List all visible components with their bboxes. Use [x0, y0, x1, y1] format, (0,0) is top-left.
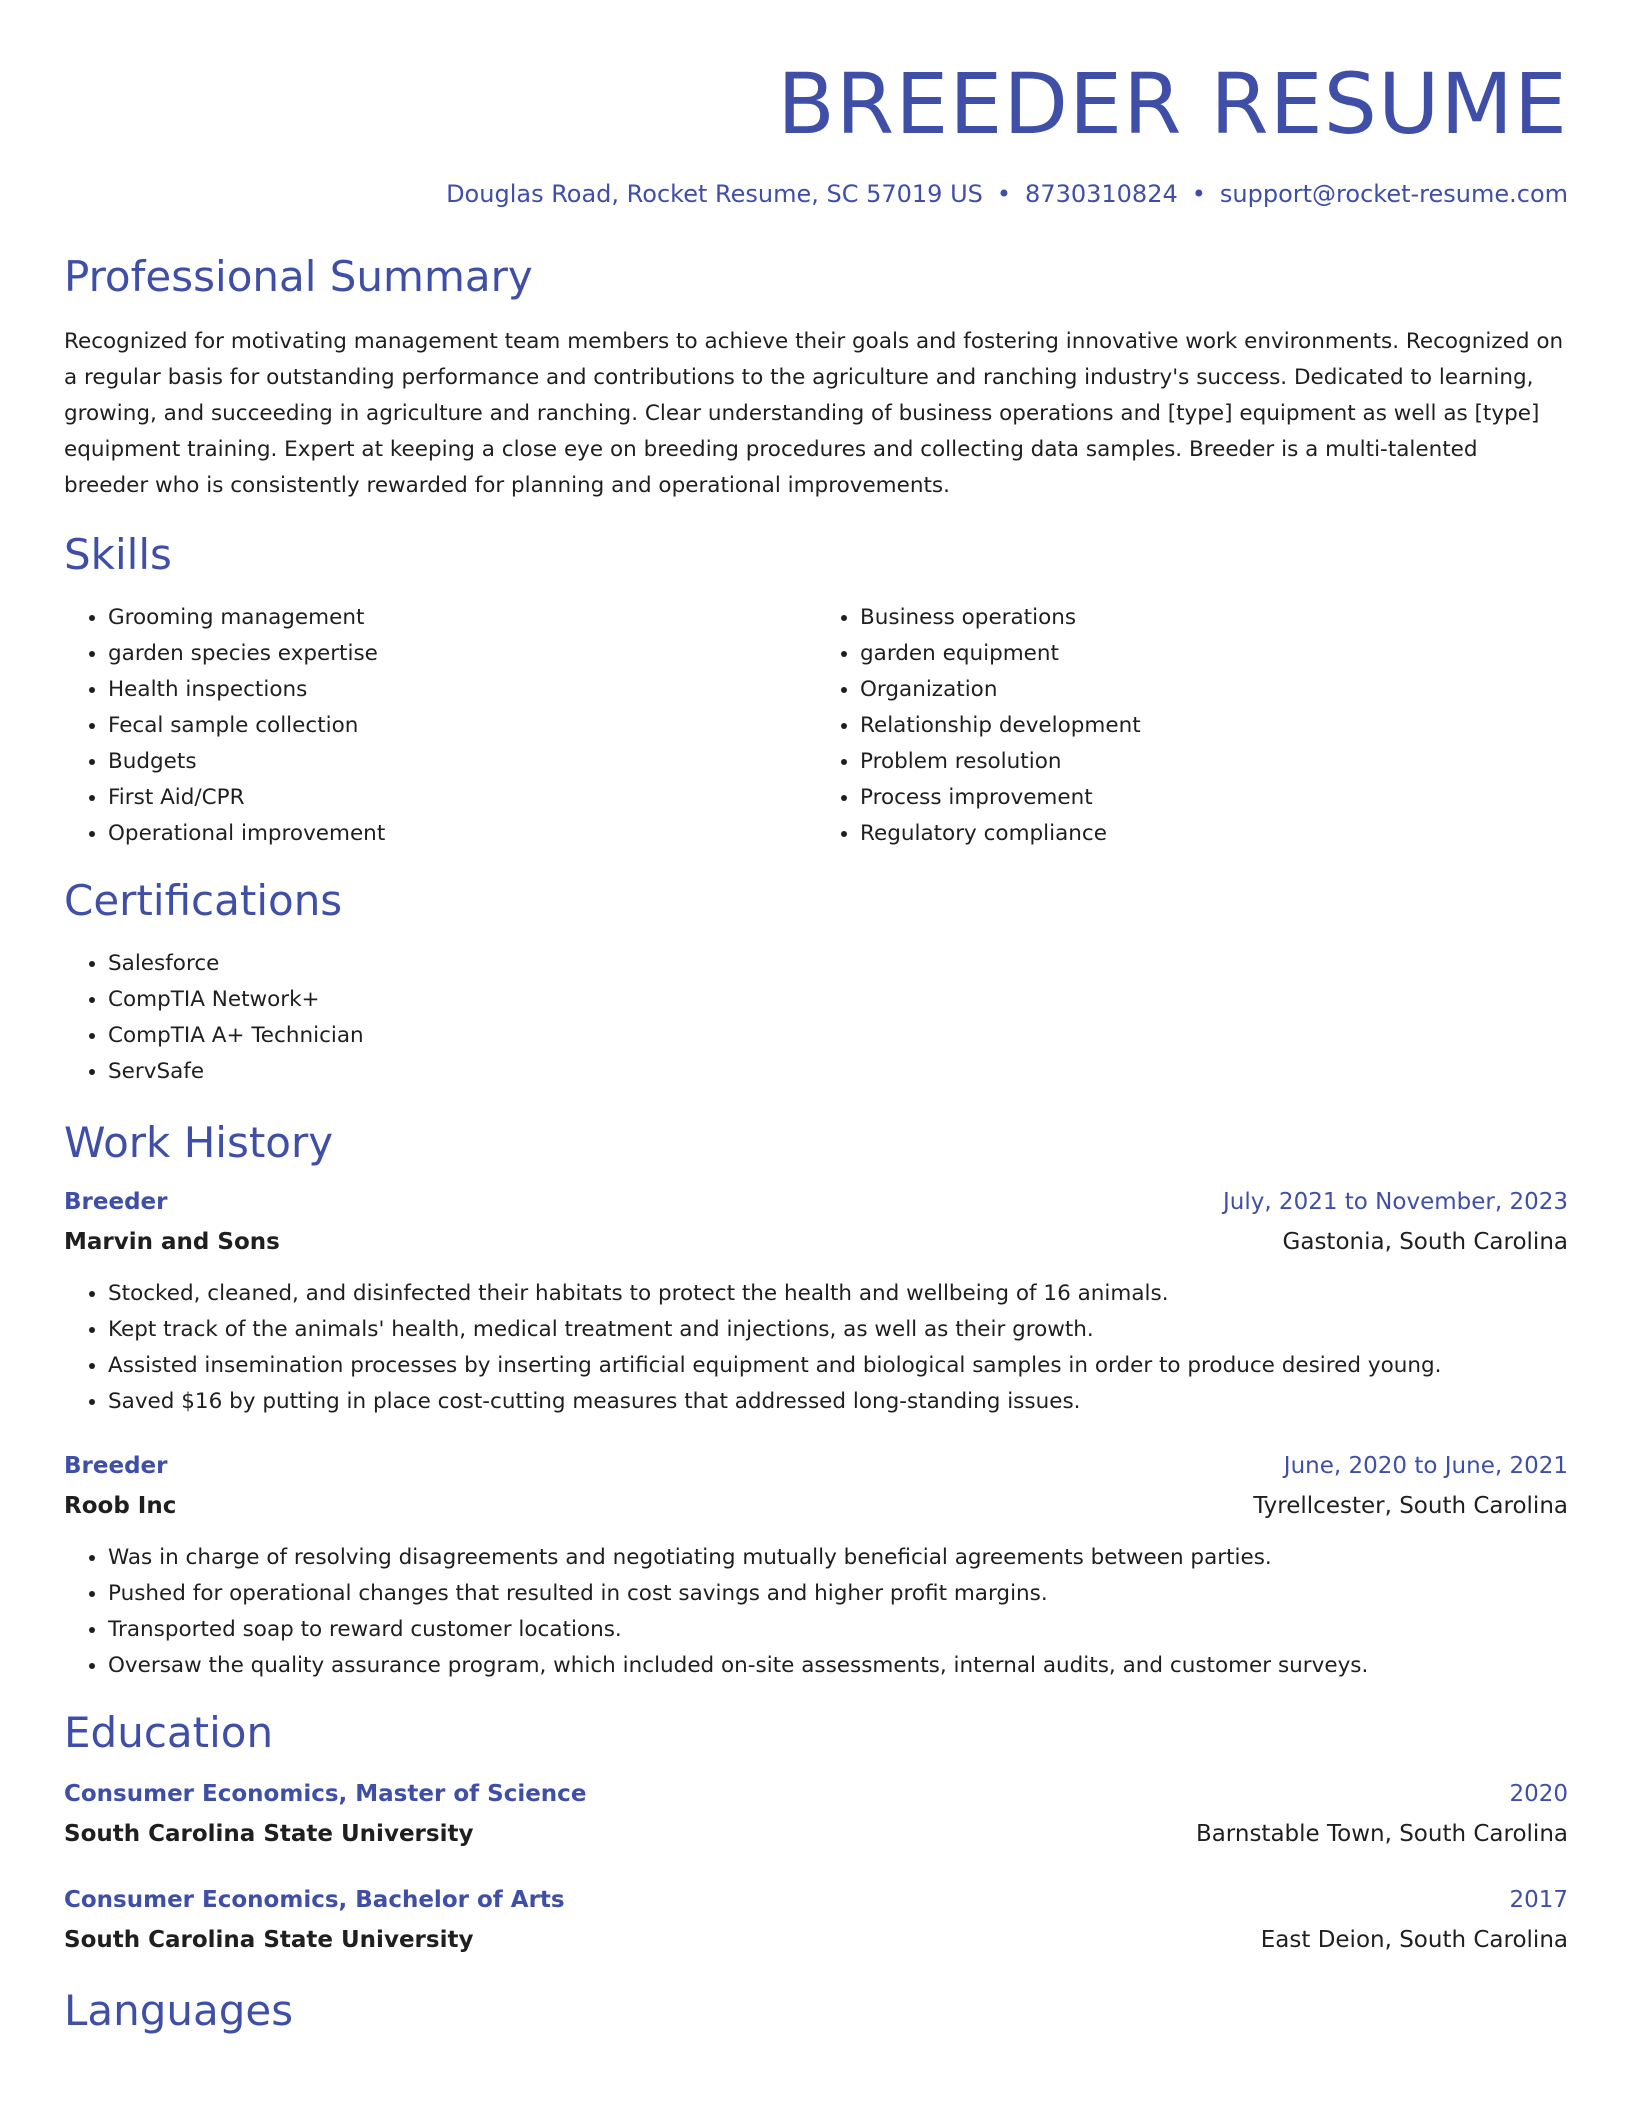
resume-page — [64, 0, 1568, 2035]
education-location: East Deion, South Carolina — [1260, 1927, 1568, 1953]
certification-item: • ServSafe — [108, 1054, 1568, 1090]
skills-columns — [64, 600, 1568, 852]
skill-item: • Business operations — [860, 600, 1568, 636]
skills-list-left — [64, 600, 816, 852]
education-school-row — [64, 1816, 1568, 1852]
education-school-row — [64, 1922, 1568, 1958]
job-dates: June, 2020 to June, 2021 — [1283, 1453, 1568, 1479]
certifications-list — [64, 946, 1568, 1090]
certification-item: • CompTIA A+ Technician — [108, 1018, 1568, 1054]
education-year: 2020 — [1509, 1781, 1568, 1807]
job-role: Breeder — [64, 1453, 168, 1479]
skill-item: • Operational improvement — [108, 816, 816, 852]
job-company: Marvin and Sons — [64, 1229, 280, 1255]
job-bullet: • Saved $16 by putting in place cost-cutting measures that addressed long-standing issues. — [108, 1384, 1568, 1420]
skills-heading: Skills — [64, 530, 172, 579]
job-location: Gastonia, South Carolina — [1282, 1229, 1568, 1255]
job-bullet: • Transported soap to reward customer locations. — [108, 1612, 1568, 1648]
job-bullet: • Stocked, cleaned, and disinfected their habitats to protect the health and wellbeing of 16 animals. — [108, 1276, 1568, 1312]
job-company: Roob Inc — [64, 1493, 177, 1519]
job-header-row — [64, 1184, 1568, 1220]
work-history-heading: Work History — [64, 1118, 334, 1167]
job-dates: July, 2021 to November, 2023 — [1222, 1189, 1568, 1215]
job-header-row — [64, 1448, 1568, 1484]
job-bullet: • Kept track of the animals' health, medical treatment and injections, as well as their growth. — [108, 1312, 1568, 1348]
job-bullet: • Oversaw the quality assurance program, which included on-site assessments, internal audits, and customer surveys. — [108, 1648, 1568, 1684]
skill-item: • Fecal sample collection — [108, 708, 816, 744]
skill-item: • Health inspections — [108, 672, 816, 708]
job-entry — [64, 1184, 1568, 1420]
contact-separator: • — [996, 180, 1012, 208]
certification-item: • CompTIA Network+ — [108, 982, 1568, 1018]
skill-item: • First Aid/CPR — [108, 780, 816, 816]
skill-item: • Process improvement — [860, 780, 1568, 816]
job-location: Tyrellcester, South Carolina — [1253, 1493, 1568, 1519]
contact-address: Douglas Road, Rocket Resume, SC 57019 US — [446, 180, 983, 208]
education-location: Barnstable Town, South Carolina — [1195, 1821, 1568, 1847]
languages-heading: Languages — [64, 1986, 294, 2035]
job-role: Breeder — [64, 1189, 168, 1215]
education-entry — [64, 1776, 1568, 1852]
education-year: 2017 — [1509, 1887, 1568, 1913]
summary-heading: Professional Summary — [64, 252, 533, 301]
skill-item: • garden equipment — [860, 636, 1568, 672]
job-bullets — [64, 1540, 1568, 1684]
contact-line — [64, 178, 1568, 210]
job-bullet: • Was in charge of resolving disagreements and negotiating mutually beneficial agreements between parties. — [108, 1540, 1568, 1576]
education-school: South Carolina State University — [64, 1927, 474, 1953]
contact-phone: 8730310824 — [1025, 180, 1178, 208]
skill-item: • Problem resolution — [860, 744, 1568, 780]
skill-item: • Budgets — [108, 744, 816, 780]
job-bullet: • Pushed for operational changes that resulted in cost savings and higher profit margins. — [108, 1576, 1568, 1612]
education-header-row — [64, 1776, 1568, 1812]
job-entry — [64, 1448, 1568, 1684]
contact-email[interactable]: support@rocket-resume.com — [1219, 180, 1568, 208]
skill-item: • Grooming management — [108, 600, 816, 636]
education-header-row — [64, 1882, 1568, 1918]
skill-item: • Relationship development — [860, 708, 1568, 744]
job-bullets — [64, 1276, 1568, 1420]
skill-item: • Regulatory compliance — [860, 816, 1568, 852]
education-school: South Carolina State University — [64, 1821, 474, 1847]
certifications-heading: Certifications — [64, 876, 343, 925]
resume-title: BREEDER RESUME — [777, 55, 1568, 153]
education-entry — [64, 1882, 1568, 1958]
job-bullet: • Assisted insemination processes by inserting artificial equipment and biological samples in order to produce desired young. — [108, 1348, 1568, 1384]
education-degree: Consumer Economics, Bachelor of Arts — [64, 1887, 565, 1913]
skill-item: • garden species expertise — [108, 636, 816, 672]
skills-list-right — [816, 600, 1568, 852]
education-degree: Consumer Economics, Master of Science — [64, 1781, 587, 1807]
summary-text: Recognized for motivating management team members to achieve their goals and fostering innovative work environments. Recognized on a regular basis for outstanding performance and contributions to the agriculture and ranching industry's success. Dedicated to learning, growing, and succeeding in agriculture and ranching. Clear understanding of business operations and [type] equipment as well as [type] equipment training. Expert at keeping a close eye on breeding procedures and collecting data samples. Breeder is a multi-talented breeder who is consistently rewarded for planning and operational improvements. — [64, 329, 1564, 498]
job-company-row — [64, 1488, 1568, 1524]
contact-separator: • — [1191, 180, 1206, 208]
skill-item: • Organization — [860, 672, 1568, 708]
certification-item: • Salesforce — [108, 946, 1568, 982]
job-company-row — [64, 1224, 1568, 1260]
education-heading: Education — [64, 1708, 274, 1757]
